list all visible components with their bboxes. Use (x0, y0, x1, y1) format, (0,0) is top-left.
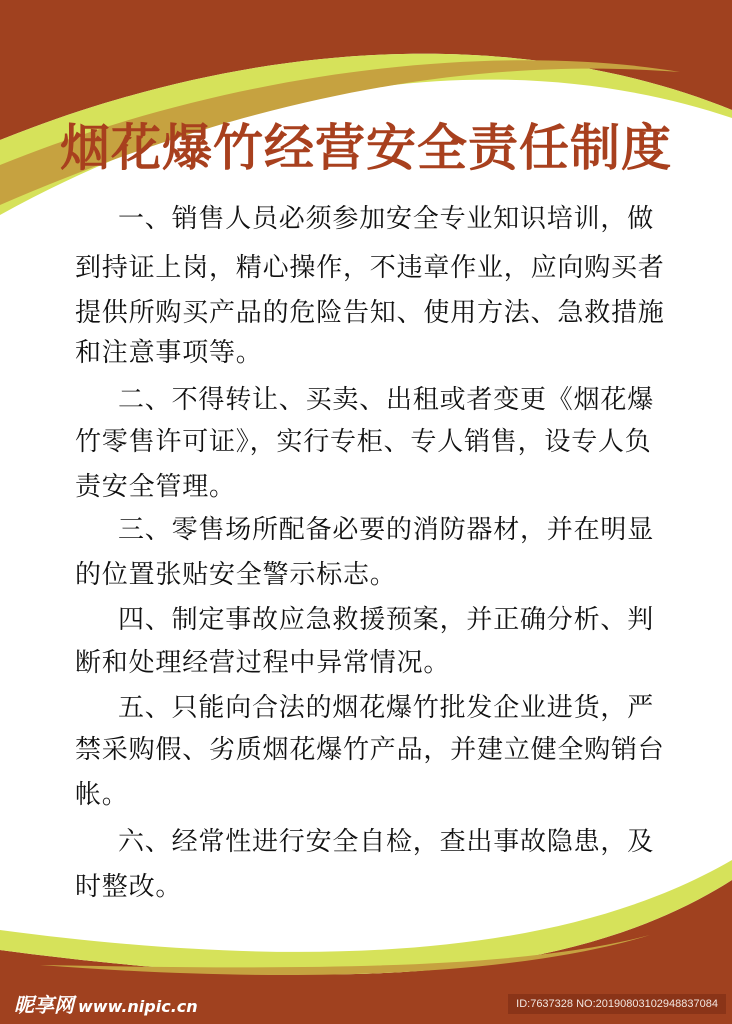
watermark-url: www.nipic.cn (78, 997, 198, 1016)
paragraph-line: 二、不得转让、买卖、出租或者变更《烟花爆 (118, 385, 655, 415)
watermark-logo (14, 989, 198, 1018)
watermark-id: ID:7637328 NO:20190803102948837084 (508, 994, 726, 1014)
paragraph-line: 到持证上岗，精心操作，不违章作业，应向购买者 (75, 253, 665, 283)
paragraph-line: 竹零售许可证》，实行专柜、专人销售，设专人负 (75, 427, 652, 457)
watermark-brand: 昵享网 (14, 993, 74, 1017)
paragraph-line: 帐。 (75, 780, 129, 810)
paragraph-line: 禁采购假、劣质烟花爆竹产品，并建立健全购销台 (75, 735, 665, 765)
paragraph-line: 一、销售人员必须参加安全专业知识培训，做 (118, 204, 655, 234)
paragraph-line: 三、零售场所配备必要的消防器材，并在明显 (118, 515, 655, 545)
paragraph-line: 时整改。 (75, 872, 183, 902)
paragraph-line: 断和处理经营过程中异常情况。 (75, 648, 451, 678)
page-title: 烟花爆竹经营安全责任制度 (60, 119, 672, 177)
paragraph-line: 提供所购买产品的危险告知、使用方法、急救措施 (75, 298, 665, 328)
paragraph-line: 五、只能向合法的烟花爆竹批发企业进货，严 (118, 693, 655, 723)
paragraph-line: 四、制定事故应急救援预案，并正确分析、判 (118, 605, 655, 635)
paragraph-line: 和注意事项等。 (75, 338, 263, 368)
paragraph-line: 责安全管理。 (75, 472, 236, 502)
paragraph-line: 的位置张贴安全警示标志。 (75, 560, 397, 590)
paragraph-line: 六、经常性进行安全自检，查出事故隐患，及 (118, 827, 655, 857)
